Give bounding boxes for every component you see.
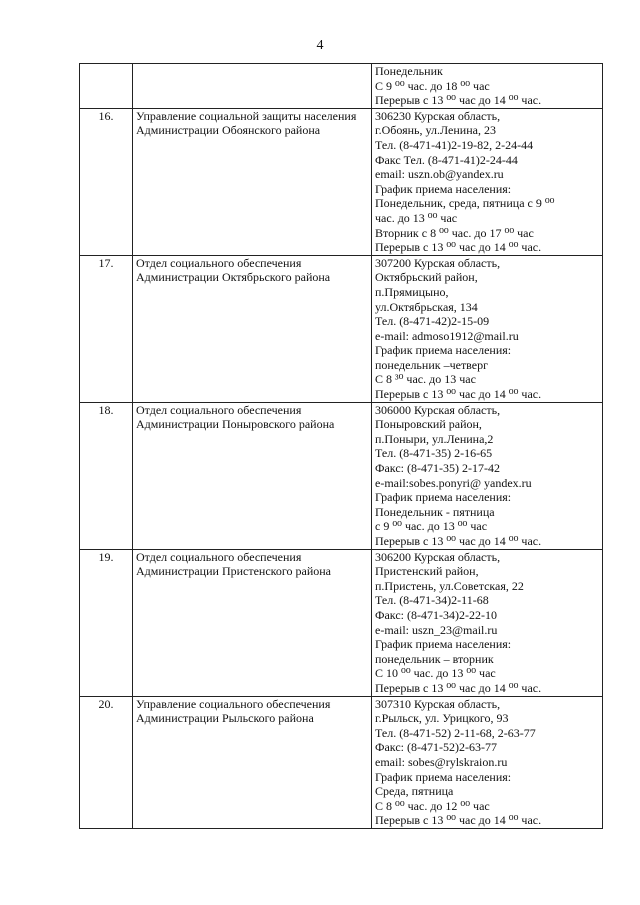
info-line: 306000 Курская область, xyxy=(375,402,501,417)
organization-name: Отдел социального обеспечения Администрации Октябрьского района xyxy=(133,255,372,402)
row-number xyxy=(80,64,133,109)
info-line: понедельник –четверг xyxy=(375,357,489,372)
info-line: Вторник с 8 ⁰⁰ час. до 17 ⁰⁰ час xyxy=(375,225,534,240)
info-line: e-mail: uszn_23@mail.ru xyxy=(375,622,498,637)
table-row xyxy=(80,696,603,828)
info-line: С 9 ⁰⁰ час. до 18 ⁰⁰ час xyxy=(375,78,490,93)
info-line: 306230 Курская область, xyxy=(375,108,501,123)
contact-info xyxy=(372,549,603,696)
info-line: Факс: (8-471-52)2-63-77 xyxy=(375,740,497,755)
info-line: С 8 ⁰⁰ час. до 12 ⁰⁰ час xyxy=(375,798,490,813)
info-line: Перерыв с 13 ⁰⁰ час до 14 ⁰⁰ час. xyxy=(375,93,542,108)
row-number: 17. xyxy=(80,255,133,402)
info-line: Перерыв с 13 ⁰⁰ час до 14 ⁰⁰ час. xyxy=(375,813,542,828)
info-line: График приема населения: xyxy=(375,181,512,196)
table-row xyxy=(80,549,603,696)
info-line: С 8 ³⁰ час. до 13 час xyxy=(375,372,476,387)
info-line: понедельник – вторник xyxy=(375,651,494,666)
info-line: Понедельник xyxy=(375,64,443,78)
info-line: г.Рыльск, ул. Урицкого, 93 xyxy=(375,711,509,726)
info-line: Понедельник, среда, пятница с 9 ⁰⁰ xyxy=(375,196,555,211)
table-row xyxy=(80,64,603,109)
organization-name: Отдел социального обеспечения Администрации Пристенского района xyxy=(133,549,372,696)
info-line: п.Пристень, ул.Советская, 22 xyxy=(375,578,524,593)
info-line: Перерыв с 13 ⁰⁰ час до 14 ⁰⁰ час. xyxy=(375,680,542,695)
contact-info xyxy=(372,108,603,255)
info-line: Поныровский район, xyxy=(375,417,482,432)
row-number: 20. xyxy=(80,696,133,828)
row-number: 18. xyxy=(80,402,133,549)
info-line: п.Прямицыно, xyxy=(375,284,449,299)
info-line: Факс: (8-471-34)2-22-10 xyxy=(375,607,497,622)
info-line: С 10 ⁰⁰ час. до 13 ⁰⁰ час xyxy=(375,666,496,681)
info-line: г.Обоянь, ул.Ленина, 23 xyxy=(375,123,496,138)
organization-name: Управление социального обеспечения Администрации Рыльского района xyxy=(133,696,372,828)
info-line: п.Поныри, ул.Ленина,2 xyxy=(375,431,494,446)
contact-info xyxy=(372,64,603,109)
info-line: Тел. (8-471-41)2-19-82, 2-24-44 xyxy=(375,137,534,152)
contact-info xyxy=(372,255,603,402)
row-number: 19. xyxy=(80,549,133,696)
social-services-table xyxy=(79,63,603,829)
organization-name: Отдел социального обеспечения Администрации Поныровского района xyxy=(133,402,372,549)
info-line: email: sobes@rylskraion.ru xyxy=(375,754,508,769)
info-line: Среда, пятница xyxy=(375,784,454,799)
info-line: Октябрьский район, xyxy=(375,270,478,285)
info-line: 307310 Курская область, xyxy=(375,696,501,711)
info-line: 307200 Курская область, xyxy=(375,255,501,270)
info-line: График приема населения: xyxy=(375,490,512,505)
info-line: Тел. (8-471-35) 2-16-65 xyxy=(375,446,493,461)
organization-name xyxy=(133,64,372,109)
info-line: 306200 Курская область, xyxy=(375,549,501,564)
contact-info xyxy=(372,402,603,549)
info-line: Тел. (8-471-42)2-15-09 xyxy=(375,314,490,329)
info-line: email: uszn.ob@yandex.ru xyxy=(375,167,504,182)
info-line: e-mail:sobes.ponyri@ yandex.ru xyxy=(375,475,532,490)
info-line: График приема населения: xyxy=(375,637,512,652)
table-row xyxy=(80,402,603,549)
info-line: с 9 ⁰⁰ час. до 13 ⁰⁰ час xyxy=(375,519,488,534)
info-line: Перерыв с 13 ⁰⁰ час до 14 ⁰⁰ час. xyxy=(375,534,542,548)
info-line: час. до 13 ⁰⁰ час xyxy=(375,210,458,225)
info-line: График приема населения: xyxy=(375,769,512,784)
info-line: ул.Октябрьская, 134 xyxy=(375,299,478,314)
info-line: График приема населения: xyxy=(375,343,512,358)
info-line: Факс: (8-471-35) 2-17-42 xyxy=(375,461,500,476)
info-line: Пристенский район, xyxy=(375,564,479,579)
table-row xyxy=(80,108,603,255)
page-number: 4 xyxy=(316,38,324,53)
info-line: e-mail: admoso1912@mail.ru xyxy=(375,328,519,343)
contact-info xyxy=(372,696,603,828)
info-line: Перерыв с 13 ⁰⁰ час до 14 ⁰⁰ час. xyxy=(375,240,542,255)
table-row xyxy=(80,255,603,402)
info-line: Понедельник - пятница xyxy=(375,504,495,519)
info-line: Перерыв с 13 ⁰⁰ час до 14 ⁰⁰ час. xyxy=(375,387,542,402)
row-number: 16. xyxy=(80,108,133,255)
info-line: Тел. (8-471-52) 2-11-68, 2-63-77 xyxy=(375,725,536,740)
info-line: Факс Тел. (8-471-41)2-24-44 xyxy=(375,152,518,167)
info-line: Тел. (8-471-34)2-11-68 xyxy=(375,593,489,608)
organization-name: Управление социальной защиты населения Администрации Обоянского района xyxy=(133,108,372,255)
